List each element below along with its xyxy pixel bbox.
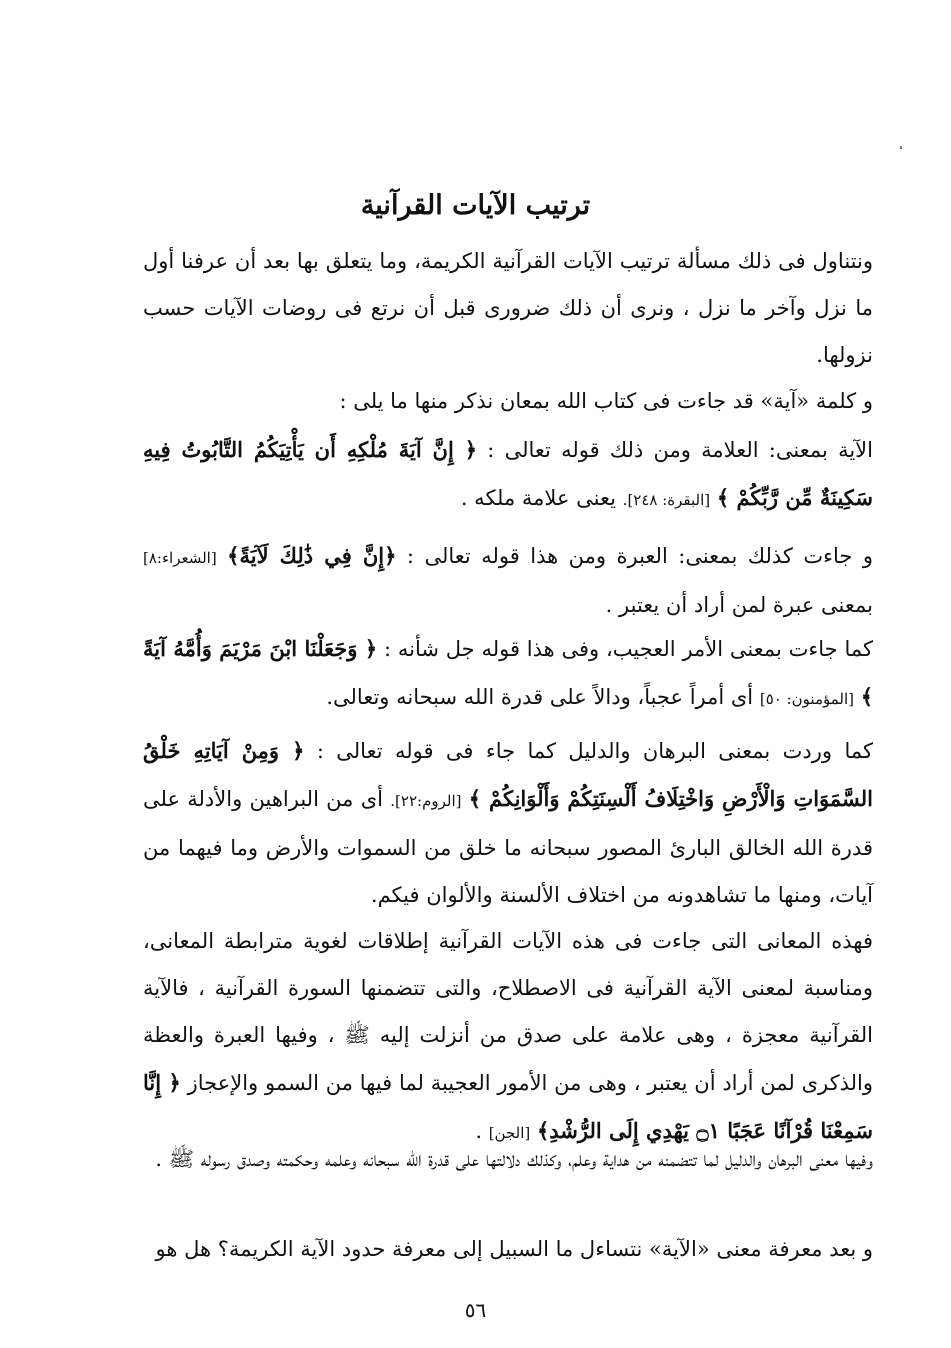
quran-verse: ﴿ وَمِنْ آيَاتِهِ خَلْقُ السَّمَوَاتِ وَالْأَرْضِ وَاخْتِلَافُ أَلْسِنَتِكُمْ وَأَلْوَانِكُمْ ﴾ [143,738,874,811]
verse-reference: [المؤمنون: ٥٠] [759,690,854,708]
text-segment: الآية بمعنى: العلامة ومن ذلك قوله تعالى : [487,438,873,462]
paragraph-meaning-lesson [143,532,873,629]
text-segment: أى أمراً عجباً، ودالاً على قدرة الله سبحانه وتعالى. [326,685,754,709]
paragraph-meanings-summary [143,918,873,1157]
text-segment: فهذه المعانى التى جاءت فى هذه الآيات القرآنية إطلاقات لغوية مترابطة المعانى، ومناسبة لمعنى الآية القرآنية فى الاصطلاح، والتى تتضمنها السورة القرآنية ، فالآية القرآنية معجزة ، وهى علامة على صدق من أنزلت إليه ﷺ ، وفيها العبرة والعظة والذكرى لمن أراد أن يعتبر ، وهى من الأمور العجيبة لما فيها من السمو والإعجاز [143,929,873,1095]
paragraph-meaning-wonder [143,625,873,723]
quran-verse: ﴿ إِنَّا سَمِعْنَا قُرْآنًا عَجَبًا ۝١ يَهْدِي إِلَى الرُّشْدِ﴾ [143,1070,873,1143]
quran-verse: ﴿ إِنَّ آيَةَ مُلْكِهِ أَن يَأْتِيَكُمُ التَّابُوتُ فِيهِ سَكِينَةٌ مِّن رَّبِّكُمْ ﴾ [143,437,873,510]
text-segment: كما جاءت بمعنى الأمر العجيب، وفى هذا قوله جل شأنه : [383,637,874,661]
verse-reference: [الروم:٢٢]. [390,792,462,810]
paragraph-meaning-sign [143,426,873,524]
text-segment: يعنى علامة ملكه . [460,486,616,510]
verse-reference: [البقرة: ٢٤٨]. [622,491,711,509]
text-segment: كما وردت بمعنى البرهان والدليل كما جاء فى قوله تعالى : [316,739,873,763]
page-number: ٥٦ [464,1298,487,1322]
text-segment: بمعنى عبرة لمن أراد أن يعتبر . [605,593,873,617]
paragraph-verse-boundaries: و بعد معرفة معنى «الآية» نتساءل ما السبيل إلى معرفة حدود الآية الكريمة؟ هل هو [155,1237,873,1261]
quran-verse: ﴿إِنَّ فِي ذَٰلِكَ لَآيَةً﴾ [227,543,397,568]
scan-speck [900,146,902,149]
text-segment: و جاءت كذلك بمعنى: العبرة ومن هذا قوله تعالى : [406,544,873,568]
quran-verse: ﴿ وَجَعَلْنَا ابْنَ مَرْيَمَ وَأُمَّهُ آيَةً ﴾ [143,636,873,709]
text-segment: أى من البراهين والأدلة على قدرة الله الخالق البارئ المصور سبحانه ما خلق من السموات والأرض وما فيهما من آيات، ومنها ما تشاهدونه من اختلاف الألسنة والألوان فيكم. [143,787,873,907]
paragraph-intro: ونتناول فى ذلك مسألة ترتيب الآيات القرآنية الكريمة، وما يتعلق بها بعد أن عرفنا أول ما نزل وآخر ما نزل ، ونرى أن ذلك ضرورى قبل أن نرتع فى روضات الآيات حسب نزولها. [143,249,873,367]
paragraph-proof-guidance: وفيها معنى البرهان والدليل لما تتضمنه من هداية وعلم، وكذلك دلالتها على قدرة الله سبحانه وعلمه وحكمته وصدق رسوله ﷺ . [155,1147,873,1171]
paragraph-aya-word: و كلمة «آية» قد جاءت فى كتاب الله بمعان نذكر منها ما يلى : [339,389,873,413]
page-title: ترتيب الآيات القرآنية [360,190,591,221]
text-segment: . [475,1119,483,1143]
verse-reference: [الشعراء:٨] [143,549,217,567]
verse-reference: [الجن] [488,1124,531,1142]
paragraph-meaning-proof [143,727,873,919]
